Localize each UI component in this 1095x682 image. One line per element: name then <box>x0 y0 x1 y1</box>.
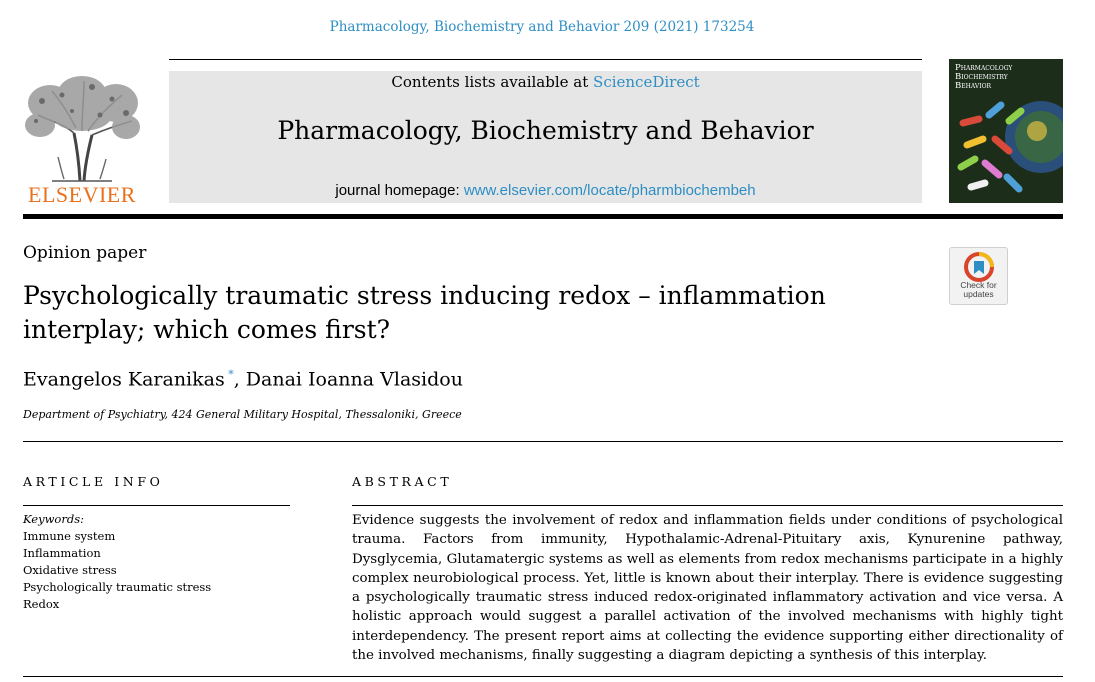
keyword-item: Oxidative stress <box>23 563 117 577</box>
crossmark-label-line-2: updates <box>963 289 994 299</box>
journal-citation[interactable]: Pharmacology, Biochemistry and Behavior 209 (2021) 173254 <box>329 19 755 35</box>
cover-title-line-1: Pharmacology <box>955 63 1013 73</box>
crossmark-icon <box>964 252 994 282</box>
keyword-item: Redox <box>23 597 60 611</box>
abstract-body: Evidence suggests the involvement of redox and inflammation fields under conditions of psychological trauma. Factors from immunity, Hypothalamic-Adrenal-Pituitary axis, Kynurenine pathway, Dysglycemia, Glutamatergic systems as well as elements from redox mechanisms participate in a highly complex neurobiological process. Yet, little is known about their interplay. There is evidence suggesting a psychologically traumatic stress induced redox-originated inflammatory activation and vice versa. A holistic approach would suggest a parallel activation of the involved mechanisms with highly tight interdependency. The present report aims at collecting the evidence supporting either directionality of the involved mechanisms, finally suggesting a diagram depicting a synthesis of this interplay. <box>352 513 1063 664</box>
journal-cover-image[interactable] <box>949 59 1063 203</box>
bottom-rule <box>23 676 1063 677</box>
contents-availability <box>169 73 922 91</box>
header-top-rule <box>169 59 922 60</box>
keyword-item: Psychologically traumatic stress <box>23 580 212 594</box>
article-title: Psychologically traumatic stress inducing redox – inflammation interplay; which comes first? <box>23 281 826 344</box>
journal-title: Pharmacology, Biochemistry and Behavior <box>277 116 814 145</box>
cover-title-line-3: Behavior <box>955 81 992 91</box>
author-karanikas: Evangelos Karanikas <box>23 368 225 391</box>
elsevier-wordmark: ELSEVIER <box>28 182 136 207</box>
keyword-list <box>23 528 211 613</box>
contents-prefix: Contents lists available at <box>391 73 594 91</box>
cover-title <box>955 64 1063 91</box>
crossmark-label-line-1: Check for <box>960 280 997 290</box>
section-divider-rule <box>23 441 1063 442</box>
journal-homepage <box>169 182 922 199</box>
homepage-link[interactable]: www.elsevier.com/locate/pharmbiochembeh <box>463 182 756 199</box>
cover-title-line-2: Biochemistry <box>955 72 1008 82</box>
header-bottom-thick-rule <box>23 214 1063 219</box>
article-type: Opinion paper <box>23 243 147 263</box>
homepage-prefix: journal homepage: <box>335 182 464 199</box>
abstract-heading: ABSTRACT <box>352 474 453 489</box>
check-for-updates-button[interactable] <box>949 247 1008 305</box>
article-info-rule <box>23 505 290 506</box>
corresponding-author-link[interactable]: * <box>228 368 234 381</box>
keywords-label: Keywords: <box>23 512 84 526</box>
crossmark-label <box>950 281 1007 299</box>
author-affiliation: Department of Psychiatry, 424 General Military Hospital, Thessaloniki, Greece <box>23 408 462 421</box>
author-vlasidou: , Danai Ioanna Vlasidou <box>233 368 463 391</box>
keyword-item: Immune system <box>23 529 116 543</box>
article-info-heading: ARTICLE INFO <box>23 474 164 489</box>
sciencedirect-link[interactable]: ScienceDirect <box>593 73 700 91</box>
author-list <box>23 368 463 390</box>
abstract-rule <box>352 505 1063 506</box>
keyword-item: Inflammation <box>23 546 101 560</box>
